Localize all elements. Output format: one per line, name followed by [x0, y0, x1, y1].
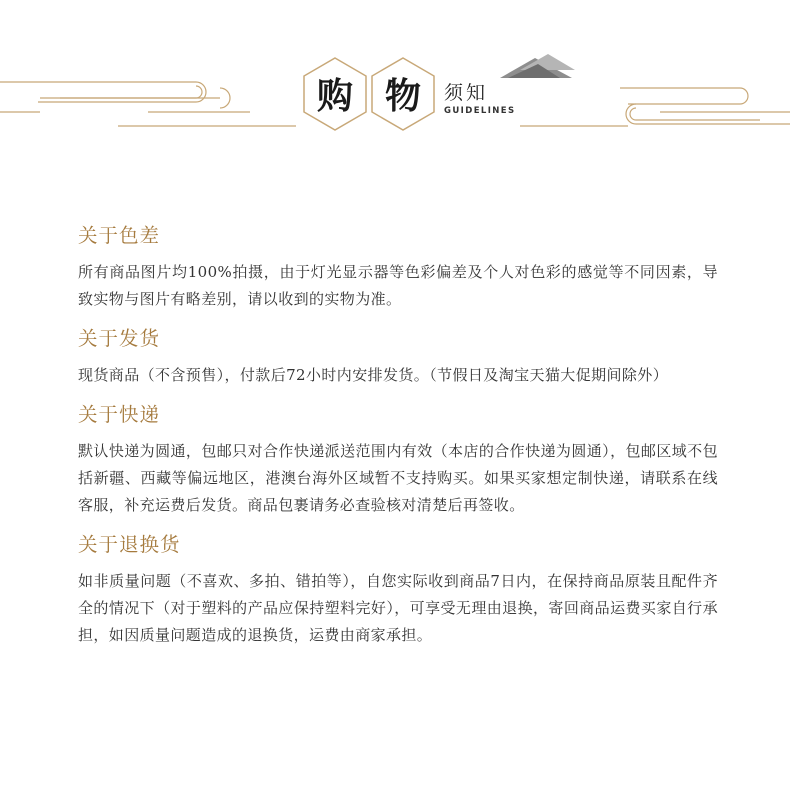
- section-heading: 关于快递: [78, 403, 161, 426]
- section-body: 现货商品（不含预售），付款后72小时内安排发货。（节假日及淘宝天猫大促期间除外）: [78, 366, 669, 384]
- section-color-difference: [78, 221, 718, 313]
- title-char-1: 购: [316, 75, 353, 117]
- right-cloud-ornament: [520, 88, 790, 126]
- section-returns: [78, 530, 718, 649]
- page-header: [0, 0, 790, 170]
- guidelines-content: [78, 221, 718, 660]
- section-body: 所有商品图片均100%拍摄，由于灯光显示器等色彩偏差及个人对色彩的感觉等不同因素，导致实物与图片有略差别，请以收到的实物为准。: [78, 263, 718, 308]
- section-heading: 关于发货: [78, 327, 161, 350]
- subtitle-en: GUIDELINES: [444, 106, 516, 116]
- section-shipping: [78, 324, 718, 389]
- section-courier: [78, 400, 718, 519]
- left-cloud-ornament: [0, 82, 296, 126]
- section-heading: 关于退换货: [78, 533, 181, 556]
- title-char-2: 物: [384, 75, 421, 117]
- section-heading: 关于色差: [78, 224, 161, 247]
- section-body: 默认快递为圆通，包邮只对合作快递派送范围内有效（本店的合作快递为圆通），包邮区域不包括新疆、西藏等偏远地区，港澳台海外区域暂不支持购买。如果买家想定制快递，请联系在线客服，补充运费后发货。商品包裹请务必查验核对清楚后再签收。: [78, 442, 718, 514]
- mountain-icon: [500, 54, 575, 78]
- section-body: 如非质量问题（不喜欢、多拍、错拍等），自您实际收到商品7日内，在保持商品原装且配件齐全的情况下（对于塑料的产品应保持塑料完好），可享受无理由退换，寄回商品运费买家自行承担，如因质量问题造成的退换货，运费由商家承担。: [78, 572, 718, 644]
- subtitle-cn: 须知: [444, 82, 489, 104]
